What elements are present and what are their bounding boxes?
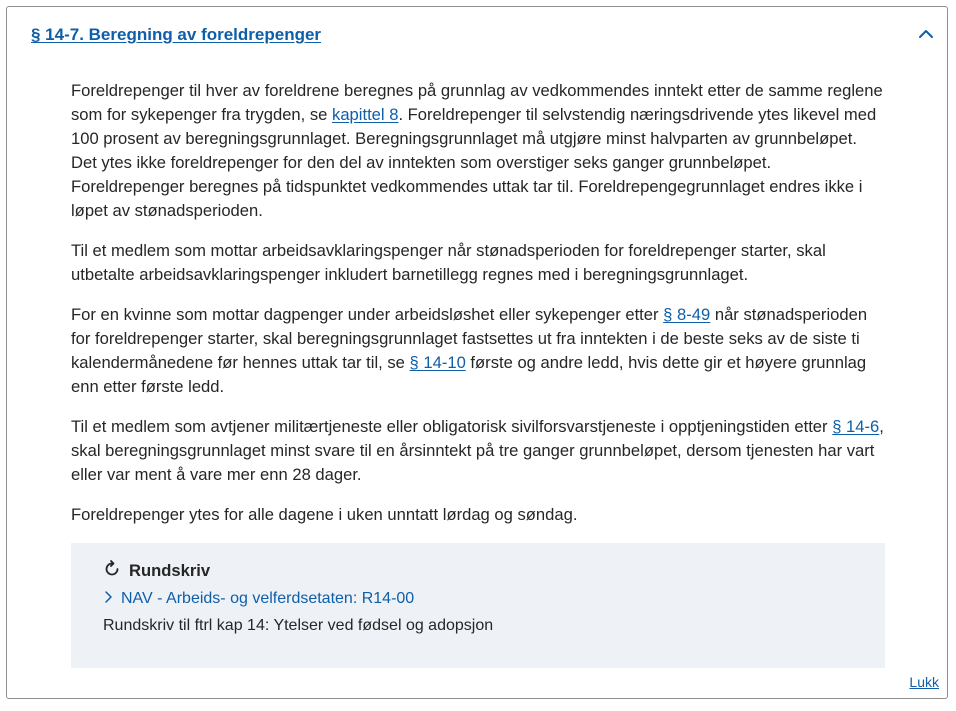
link-14-10[interactable]: § 14-10 (409, 353, 466, 372)
paragraph-2 (71, 239, 887, 287)
section-title-link[interactable]: § 14-7. Beregning av foreldrepenger (31, 25, 322, 44)
paragraph-3 (71, 303, 887, 399)
section-header[interactable] (7, 7, 947, 63)
paragraph-text: , skal beregningsgrunnlaget minst svare til en årsinntekt på tre ganger grunnbeløpet, dersom tjenesten har vart eller var ment å vare mer enn 28 dager. (71, 417, 884, 484)
chevron-right-icon (103, 590, 121, 609)
paragraph-text: når stønadsperioden for foreldrepenger starter, skal beregningsgrunnlaget fastsettes ut fra inntekten i de beste seks av de siste ti kalendermånedene før hennes uttak tar til, se (71, 305, 868, 372)
circular-link[interactable]: NAV - Arbeids- og velferdsetaten: R14-00 (121, 590, 415, 607)
paragraph-text: Til et medlem som avtjener militærtjeneste eller obligatorisk sivilforsvarstjeneste i opptjeningstiden etter (71, 417, 833, 436)
refresh-icon (103, 560, 129, 583)
circular-title: Rundskriv (129, 561, 211, 580)
circular-link-row[interactable] (103, 587, 853, 611)
circular-header (103, 559, 853, 583)
paragraph-text: For en kvinne som mottar dagpenger under arbeidsløshet eller sykepenger etter (71, 305, 664, 324)
circular-description: Rundskriv til ftrl kap 14: Ytelser ved fødsel og adopsjon (103, 617, 494, 634)
paragraph-4 (71, 415, 887, 487)
link-kapittel-8[interactable]: kapittel 8 (332, 105, 399, 124)
link-8-49[interactable]: § 8-49 (663, 305, 711, 324)
paragraph-1 (71, 79, 887, 223)
section-content (71, 79, 887, 543)
paragraph-5 (71, 503, 887, 527)
circular-box (71, 543, 885, 668)
paragraph-text: . Foreldrepenger til selvstendig næringsdrivende ytes likevel med 100 prosent av beregningsgrunnlaget. Beregningsgrunnlaget må utgjøre minst halvparten av grunnbeløpet. Det ytes ikke foreldrepenger for den del av inntekten som overstiger seks ganger grunnbeløpet. Foreldrepenger beregnes på tidspunktet vedkommendes uttak tar til. Foreldrepengegrunnlaget endres ikke i løpet av stønadsperioden. (71, 105, 877, 220)
link-14-6[interactable]: § 14-6 (832, 417, 880, 436)
close-link[interactable]: Lukk (909, 674, 939, 690)
paragraph-text: første og andre ledd, hvis dette gir et høyere grunnlag enn etter første ledd. (71, 353, 867, 396)
law-section-panel (6, 6, 948, 699)
paragraph-text: Foreldrepenger til hver av foreldrene beregnes på grunnlag av vedkommendes inntekt etter de samme reglene som for sykepenger fra trygden, se (71, 81, 883, 124)
paragraph-text: Foreldrepenger ytes for alle dagene i uken unntatt lørdag og søndag. (71, 505, 578, 524)
chevron-up-icon[interactable] (915, 23, 937, 45)
paragraph-text: Til et medlem som mottar arbeidsavklaringspenger når stønadsperioden for foreldrepenger starter, skal utbetalte arbeidsavklaringspenger inkludert barnetillegg regnes med i beregningsgrunnlaget. (71, 241, 826, 284)
